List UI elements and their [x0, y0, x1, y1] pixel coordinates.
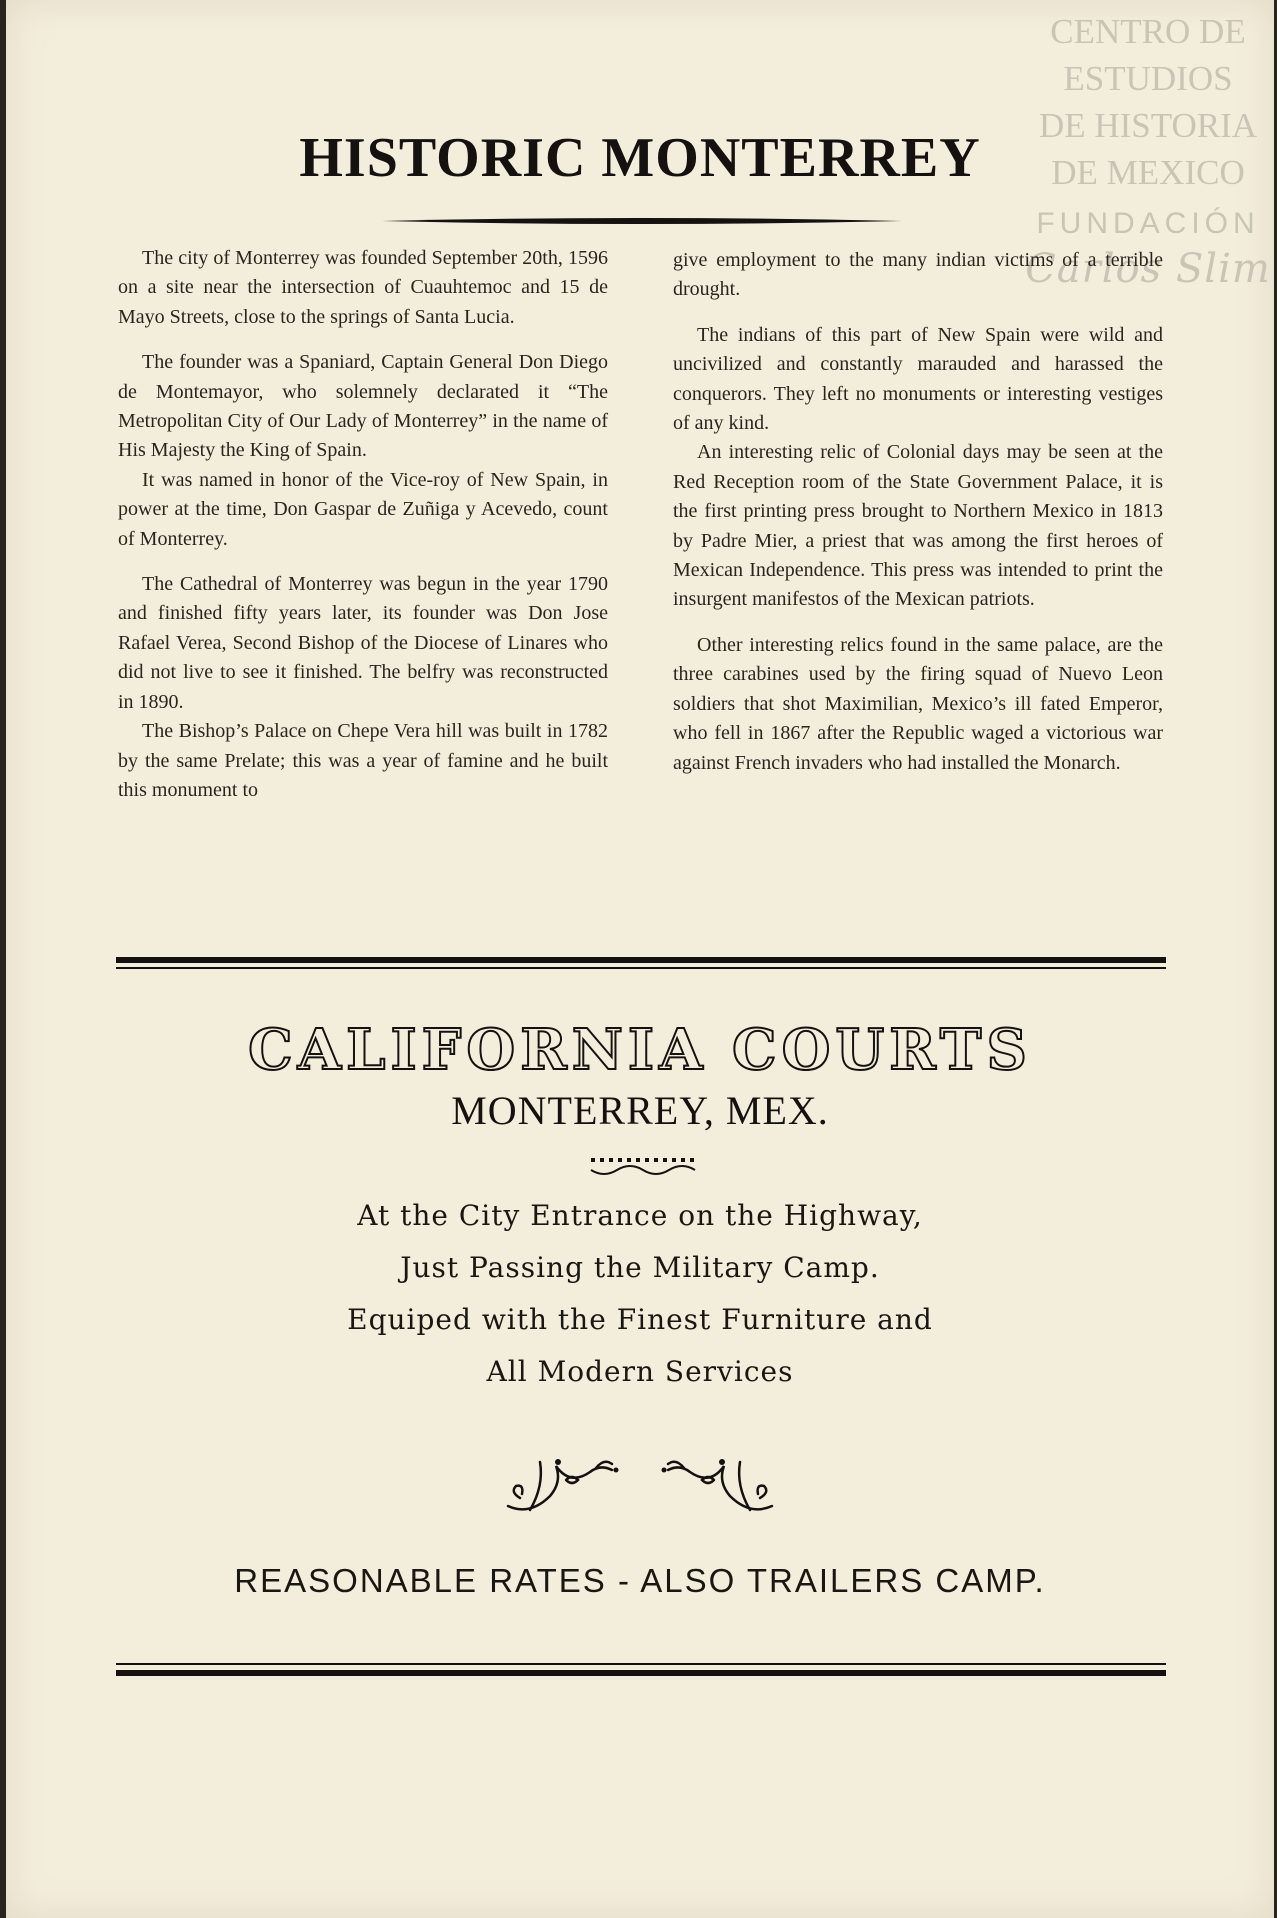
- watermark-line: ESTUDIOS: [1063, 59, 1233, 98]
- floral-flourish-ornament: [500, 1446, 780, 1522]
- article-paragraph: The Bishop’s Palace on Chepe Vera hill was built in 1782 by the same Prelate; this was a year of famine and he built this monument to: [118, 720, 608, 801]
- watermark-line: DE MEXICO: [1051, 153, 1245, 192]
- ad-line: Just Passing the Military Camp.: [400, 1251, 880, 1284]
- ad-business-name: CALIFORNIA COURTS: [248, 1017, 1032, 1083]
- article-paragraph: An interesting relic of Colonial days may be seen at the Red Reception room of the State Government Palace, it is the first printing press brought to Northern Mexico in 1813 by Padre Mier, a priest that was among the first heroes of Mexican Independence. This press was intended to print the insurgent manifestos of the Mexican patriots.: [673, 441, 1163, 611]
- article-paragraph: The city of Monterrey was founded September 20th, 1596 on a site near the intersection of Cuauhtemoc and 15 de Mayo Streets, close to the springs of Santa Lucia.: [118, 247, 608, 328]
- ad-rates: REASONABLE RATES - ALSO TRAILERS CAMP.: [234, 1562, 1046, 1599]
- article-left-column: [118, 244, 608, 805]
- section-divider: [116, 957, 1166, 969]
- ad-line: At the City Entrance on the Highway,: [357, 1199, 923, 1232]
- article-title: HISTORIC MONTERREY: [299, 127, 981, 189]
- watermark-foundation: FUNDACIÓN: [1036, 207, 1260, 240]
- title-tapered-rule: [382, 216, 902, 226]
- ad-line: All Modern Services: [486, 1355, 794, 1388]
- article-paragraph: give employment to the many indian victims of a terrible drought.: [673, 249, 1163, 301]
- dotted-wave-ornament: [589, 1152, 697, 1180]
- watermark-line: DE HISTORIA: [1038, 106, 1258, 145]
- watermark-line: CENTRO DE: [1050, 12, 1246, 51]
- ad-location: MONTERREY, MEX.: [451, 1088, 829, 1133]
- bottom-divider: [116, 1663, 1166, 1676]
- article-paragraph: The Cathedral of Monterrey was begun in the year 1790 and finished fifty years later, its founder was Don Jose Rafael Verea, Second Bishop of the Diocese of Linares who did not live to see it finished. The belfry was reconstructed in 1890.: [118, 573, 608, 713]
- ad-description: [6, 1190, 1274, 1398]
- document-page: [6, 0, 1274, 1918]
- article-right-column: [673, 246, 1163, 778]
- ad-line: Equiped with the Finest Furniture and: [347, 1303, 933, 1336]
- article-paragraph: It was named in honor of the Vice-roy of New Spain, in power at the time, Don Gaspar de Zuñiga y Acevedo, count of Monterrey.: [118, 468, 608, 550]
- article-paragraph: The founder was a Spaniard, Captain General Don Diego de Montemayor, who solemnely declarated it “The Metropolitan City of Our Lady of Monterrey” in the name of His Majesty the King of Spain.: [118, 351, 608, 462]
- watermark-signature: Carlos Slim: [1025, 246, 1271, 292]
- article-paragraph: The indians of this part of New Spain were wild and uncivilized and constantly marauded and harassed the conquerors. They left no monuments or interesting vestiges of any kind.: [673, 323, 1163, 435]
- article-paragraph: Other interesting relics found in the same palace, are the three carabines used by the firing squad of Nuevo Leon soldiers that shot Maximilian, Mexico’s ill fated Emperor, who fell in 1867 after the Republic waged a victorious war against French invaders who had installed the Monarch.: [673, 633, 1163, 774]
